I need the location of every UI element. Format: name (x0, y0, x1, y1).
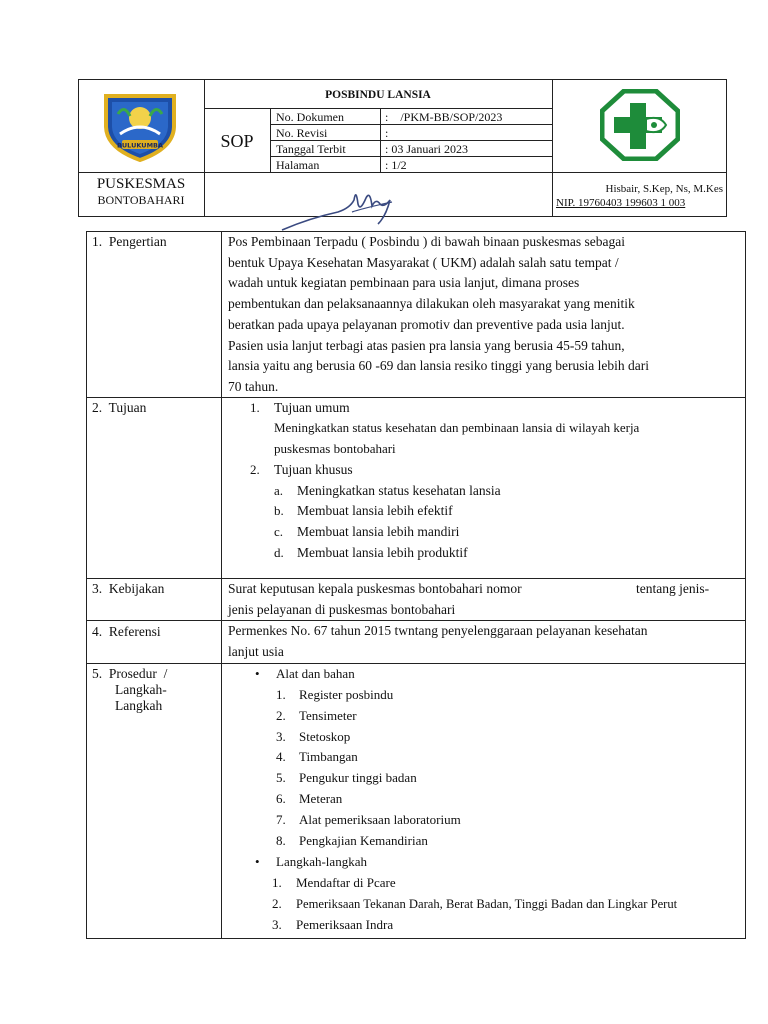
tujuan-khusus-number: 2. (250, 462, 260, 477)
org-subname: BONTOBAHARI (97, 193, 185, 207)
section-label-pengertian: 1. Pengertian (92, 234, 167, 249)
section-label-prosedur: 5. Prosedur / (92, 666, 168, 681)
section-label-kebijakan: 3. Kebijakan (92, 581, 165, 596)
list-item-number: 7. (276, 812, 286, 827)
list-item-number: 4. (276, 749, 286, 764)
meta-value-dokumen: : /PKM-BB/SOP/2023 (385, 110, 503, 124)
list-item: Membuat lansia lebih produktif (297, 545, 468, 560)
list-item: Pemeriksaan Tekanan Darah, Berat Badan, Tinggi Badan dan Lingkar Perut (296, 897, 678, 911)
puskesmas-logo (600, 89, 680, 161)
langkah-title: Langkah-langkah (276, 854, 367, 869)
list-item-number: 6. (276, 791, 286, 806)
list-item-number: 5. (276, 770, 286, 785)
meta-value-halaman: : 1/2 (385, 158, 407, 172)
meta-label-tanggal: Tanggal Terbit (276, 142, 346, 156)
pengertian-line: lansia yaitu ang berusia 60 -69 dan lansia resiko tinggi yang berusia lebih dari (228, 358, 650, 373)
meta-label-halaman: Halaman (276, 158, 320, 172)
section-label-referensi: 4. Referensi (92, 624, 161, 639)
list-item-number: 1. (272, 875, 282, 890)
kebijakan-text: jenis pelayanan di puskesmas bontobahari (228, 602, 456, 617)
tujuan-umum-number: 1. (250, 400, 260, 415)
pengertian-line: bentuk Upaya Kesehatan Masyarakat ( UKM) adalah salah satu tempat / (228, 255, 619, 270)
pengertian-line: wadah untuk kegiatan pembinaan para usia lanjut, dimana proses (228, 275, 580, 290)
pengertian-line: Pos Pembinaan Terpadu ( Posbindu ) di bawah binaan puskesmas sebagai (228, 234, 625, 249)
list-item: Timbangan (299, 749, 358, 764)
list-item-letter: b. (274, 503, 284, 518)
meta-value-revisi: : (385, 126, 389, 140)
list-item: Pemeriksaan Indra (296, 917, 394, 932)
list-item: Pengkajian Kemandirian (299, 833, 428, 848)
list-item: Alat pemeriksaan laboratorium (299, 812, 461, 827)
tujuan-umum-line: Meningkatkan status kesehatan dan pembinaan lansia di wilayah kerja (274, 420, 640, 435)
list-item-number: 2. (272, 896, 282, 911)
list-item-number: 3. (276, 729, 286, 744)
list-item: Meteran (299, 791, 343, 806)
meta-label-dokumen: No. Dokumen (276, 110, 344, 124)
meta-label-revisi: No. Revisi (276, 126, 328, 140)
list-item-letter: c. (274, 524, 284, 539)
list-item: Mendaftar di Pcare (296, 875, 396, 890)
list-item: Tensimeter (299, 708, 357, 723)
tujuan-khusus-title: Tujuan khusus (274, 462, 353, 477)
list-item: Stetoskop (299, 729, 351, 744)
bulukumba-crest-logo (100, 90, 180, 162)
signature (280, 178, 410, 234)
list-item: Register posbindu (299, 687, 394, 702)
section-label-tujuan: 2. Tujuan (92, 400, 147, 415)
bullet: • (255, 666, 260, 681)
meta-value-tanggal: : 03 Januari 2023 (385, 142, 468, 156)
list-item: Membuat lansia lebih efektif (297, 503, 453, 518)
section-label-prosedur: Langkah- (115, 682, 167, 697)
tujuan-umum-line: puskesmas bontobahari (274, 441, 396, 456)
pengertian-line: pembentukan dan pelaksanaannya dilakukan oleh masyarakat yang menitik (228, 296, 635, 311)
crest-banner-text: BULUKUMBA (116, 141, 164, 150)
alat-title: Alat dan bahan (276, 666, 355, 681)
tujuan-umum-title: Tujuan umum (274, 400, 350, 415)
kebijakan-text: Surat keputusan kepala puskesmas bontobahari nomor (228, 581, 522, 596)
list-item-letter: d. (274, 545, 284, 560)
list-item-number: 2. (276, 708, 286, 723)
list-item-number: 3. (272, 917, 282, 932)
official-name: Hisbair, S.Kep, Ns, M.Kes (605, 183, 723, 195)
sop-label: SOP (220, 131, 254, 151)
bullet: • (255, 854, 260, 869)
list-item-number: 8. (276, 833, 286, 848)
section-label-prosedur: Langkah (115, 698, 163, 713)
list-item: Pengukur tinggi badan (299, 770, 417, 785)
pengertian-line: Pasien usia lanjut terbagi atas pasien pra lansia yang berusia 45-59 tahun, (228, 338, 625, 353)
org-name: PUSKESMAS (96, 176, 186, 192)
pengertian-line: 70 tahun. (228, 379, 279, 394)
document-title: POSBINDU LANSIA (325, 89, 431, 101)
list-item: Membuat lansia lebih mandiri (297, 524, 460, 539)
official-nip: NIP. 19760403 199603 1 003 (556, 197, 686, 209)
kebijakan-text: tentang jenis- (636, 581, 710, 596)
list-item: Meningkatkan status kesehatan lansia (297, 483, 501, 498)
referensi-text: Permenkes No. 67 tahun 2015 twntang penyelenggaraan pelayanan kesehatan (228, 623, 648, 638)
pengertian-line: beratkan pada upaya pelayanan promotiv dan preventive pada usia lanjut. (228, 317, 625, 332)
referensi-text: lanjut usia (228, 644, 284, 659)
list-item-number: 1. (276, 687, 286, 702)
list-item-letter: a. (274, 483, 284, 498)
